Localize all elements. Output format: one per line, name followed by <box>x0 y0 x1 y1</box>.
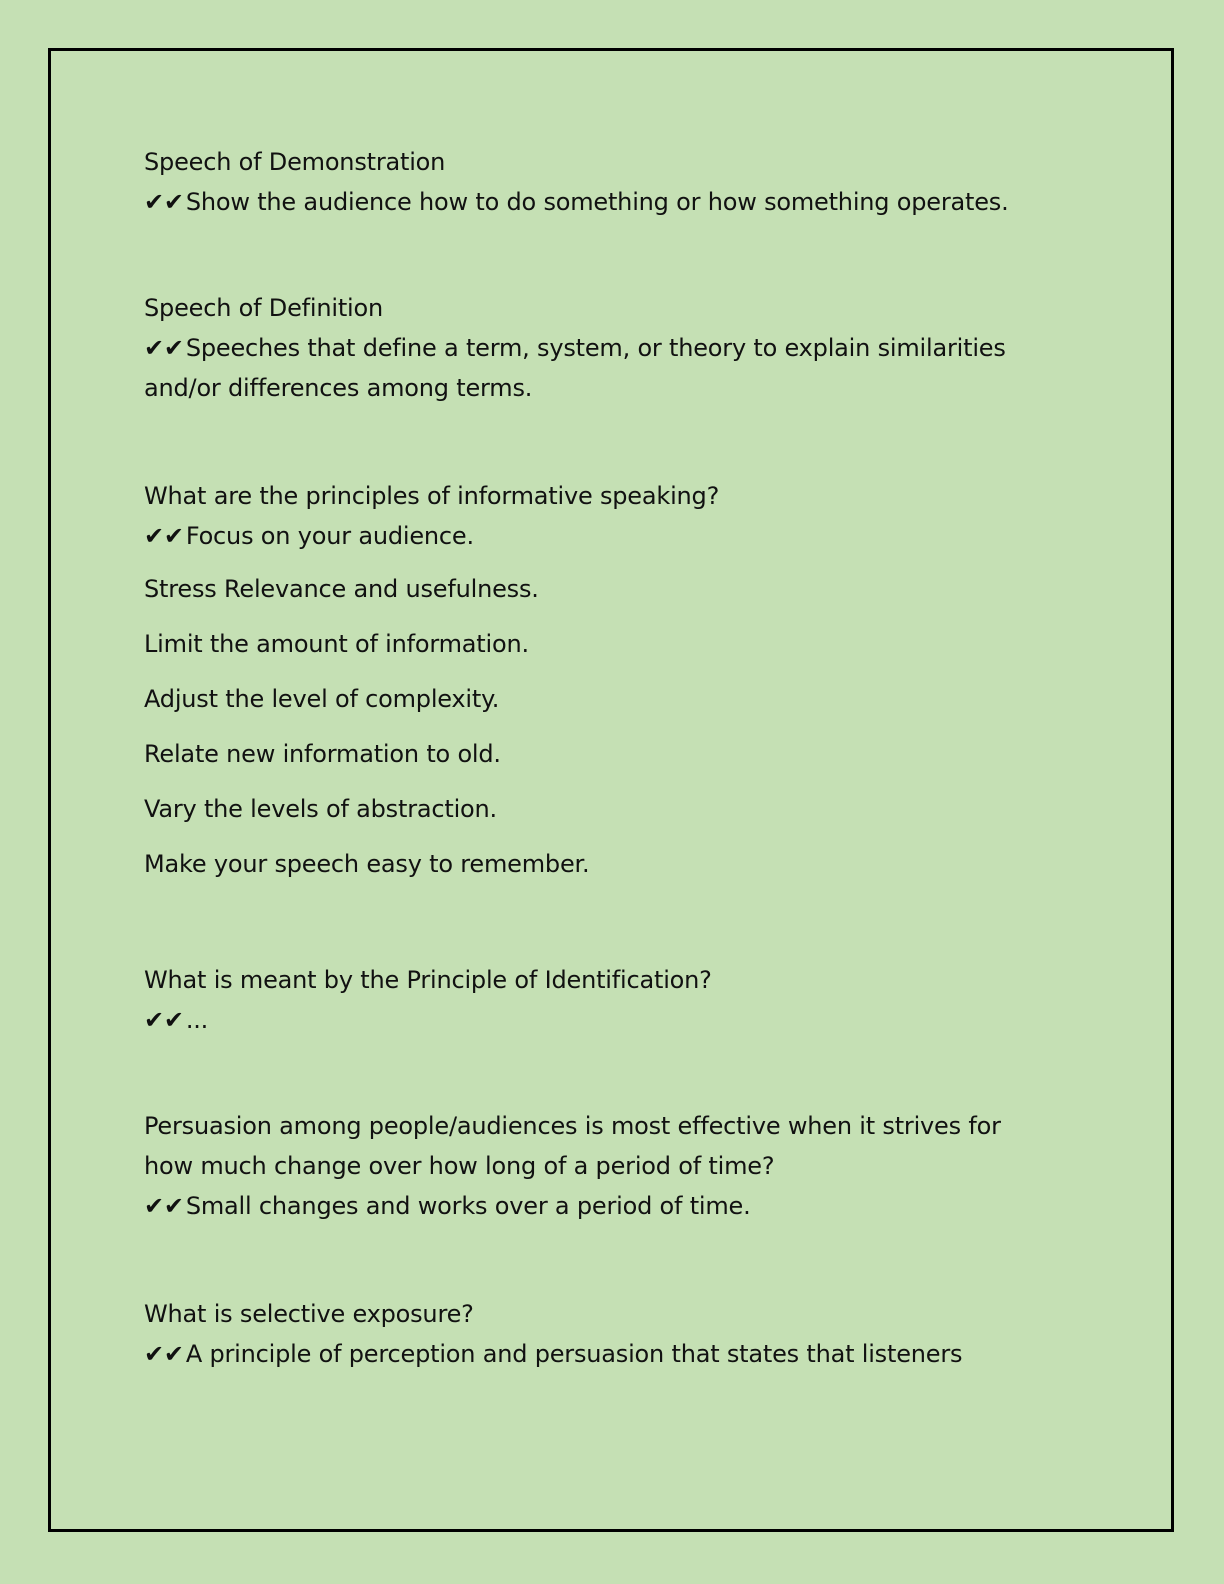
check-mark-icon: ✔✔ <box>144 522 184 550</box>
principle-item: Stress Relevance and usefulness. <box>144 575 539 603</box>
entry-selective-exposure <box>144 1294 1044 1374</box>
answer-text: Show the audience how to do something or how something operates. <box>185 188 1009 216</box>
entry-term: What are the principles of informative speaking? <box>144 482 720 510</box>
entry-answer <box>144 1000 1044 1040</box>
entry-principles-informative-speaking <box>144 476 1044 892</box>
entry-term: Persuasion among people/audiences is most effective when it strives for <box>144 1112 1001 1140</box>
answer-text: A principle of perception and persuasion that states that listeners <box>185 1340 963 1368</box>
entry-speech-of-definition <box>144 288 1044 408</box>
check-mark-icon: ✔✔ <box>144 188 184 216</box>
principle-item: Limit the amount of information. <box>144 630 529 658</box>
principle-item: Vary the levels of abstraction. <box>144 795 497 823</box>
entry-term: What is meant by the Principle of Identification? <box>144 966 712 994</box>
entry-answer <box>144 182 1044 222</box>
study-content <box>144 142 1044 1374</box>
check-mark-icon: ✔✔ <box>144 1006 184 1034</box>
entry-answer <box>144 516 1044 562</box>
entry-answer <box>144 1186 1044 1226</box>
entry-answer <box>144 1334 1044 1374</box>
entry-term: Speech of Demonstration <box>144 148 446 176</box>
entry-principle-of-identification <box>144 960 1044 1040</box>
answer-continuation: and/or differences among terms. <box>144 374 533 402</box>
answer-text: Small changes and works over a period of time. <box>185 1192 751 1220</box>
entry-term: Speech of Definition <box>144 294 384 322</box>
answer-text: Focus on your audience. <box>185 522 474 550</box>
principle-item: Make your speech easy to remember. <box>144 850 590 878</box>
entry-persuasion-change <box>144 1106 1044 1226</box>
check-mark-icon: ✔✔ <box>144 1340 184 1368</box>
principle-item: Relate new information to old. <box>144 740 501 768</box>
answer-text: Speeches that define a term, system, or theory to explain similarities <box>185 334 1006 362</box>
answer-text: ... <box>185 1006 209 1034</box>
principle-item: Adjust the level of complexity. <box>144 685 500 713</box>
entry-answer <box>144 328 1044 368</box>
check-mark-icon: ✔✔ <box>144 1192 184 1220</box>
entry-term-continuation: how much change over how long of a period of time? <box>144 1152 775 1180</box>
entry-speech-of-demonstration <box>144 142 1044 222</box>
check-mark-icon: ✔✔ <box>144 334 184 362</box>
entry-term: What is selective exposure? <box>144 1300 474 1328</box>
